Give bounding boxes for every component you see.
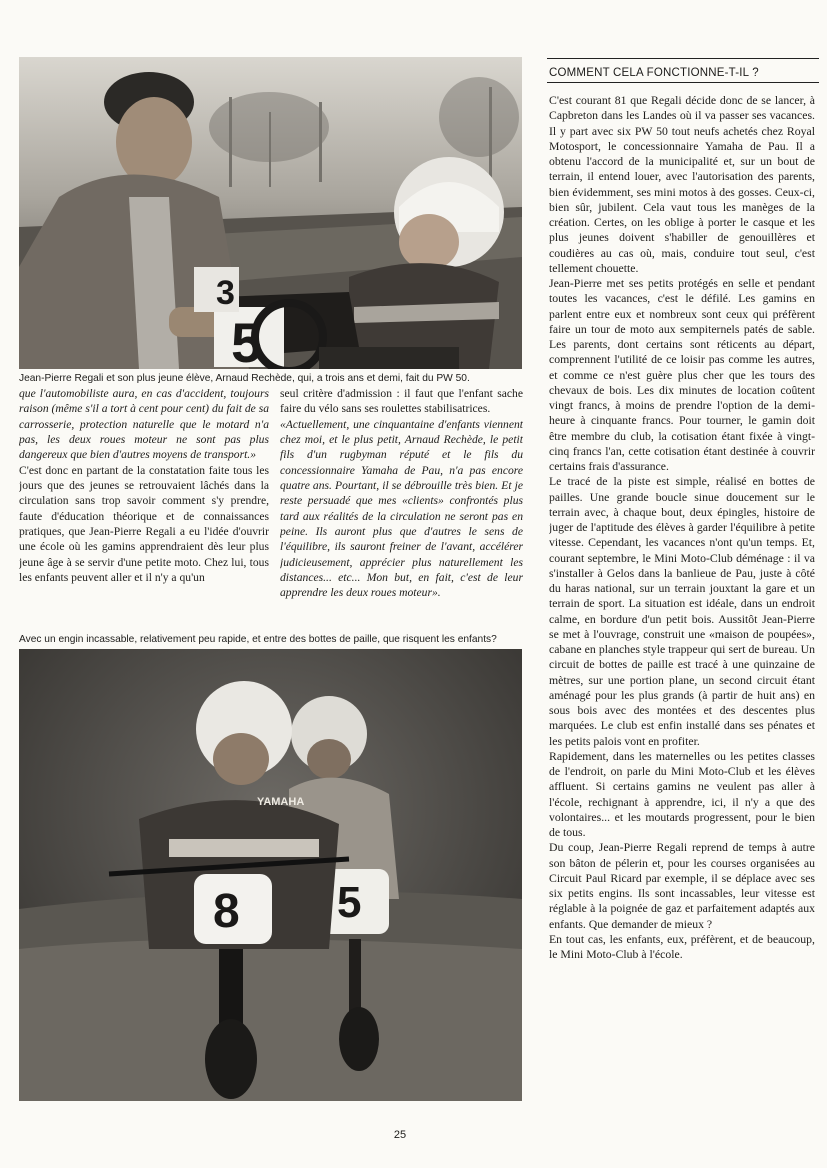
article-column-left <box>19 386 269 626</box>
jacket-logo-text: YAMAHA <box>257 796 305 808</box>
sidebar-heading: COMMENT CELA FONCTIONNE-T-IL ? <box>547 58 819 83</box>
sidebar-paragraph: C'est courant 81 que Regali décide donc de se lancer, à Capbreton dans les Landes où il va passer ses vacances. Il y part avec six PW 50 tout neufs achetés chez Royal Motosport, le concessionnaire Yamaha de Pau. Il a obtenu l'accord de la municipalité et, sur un bout de terrain, il entend louer, avec l'autorisation des parents, bien évidemment, ses mini motos à des gosses. Ceux-ci, bien sûr, jubilent. Cela vaut tous les manèges de la création. Certes, on les oblige à porter le casque et les plus jeunes doivent s'habiller de genouillères et coudières au cas où, mais, conduire tout seul, c'est tellement chouette. <box>549 94 815 275</box>
caption-bottom-photo: Avec un engin incassable, relativement peu rapide, et entre des bottes de paille, que risquent les enfants? <box>19 634 497 645</box>
sidebar-paragraph: Rapidement, dans les maternelles ou les petites classes de l'endroit, on parle du Mini Moto-Club et les élèves affluent. Si certains gamins ne veulent pas aller à l'école, rechignant à apprendre, ici, il n'y a que des volontaires... et les moutards progressent, pour le bien de tous. <box>549 749 815 839</box>
sidebar-paragraph: Jean-Pierre met ses petits protégés en selle et pendant toutes les vacances, c'est le défilé. Les gamins en parlent entre eux et nombreux sont ceux qui préfèrent faire un tour de moto aux sempiternels patés de sable. Les parents, dont certains sont réticents au départ, comprennent l'utilité de ce loisir pas comme les autres, et comme ce n'est guère plus cher que les tours des chevaux de bois. Les dix minutes de location coûtent vingt francs, à moins de prendre l'option de la demi-heure à cinquante francs. Pour tourner, le gamin doit être membre du club, la cotisation étant fixée à vingt-cinq francs l'an, cette cotisation étant destinée à couvrir certains frais d'assurance. <box>549 277 815 473</box>
article-paragraph: seul critère d'admission : il faut que l'enfant sache faire du vélo sans ses roulettes stabilisatrices. <box>280 387 523 416</box>
article-column-middle <box>280 386 523 626</box>
sidebar-paragraph: En tout cas, les enfants, eux, préfèrent, et de beaucoup, le Mini Moto-Club à l'école. <box>549 932 815 961</box>
photo-regali-and-child <box>19 57 522 369</box>
plate-number-5: 5 <box>337 878 362 927</box>
article-paragraph: que l'automobiliste aura, en cas d'accident, toujours raison (même s'il a tort à cent pour cent) du fait de sa carrosserie, protection naturelle que le motard n'a pas, les deux roues moteur ne sont pas plus dangereux que bien d'autres moyens de transport.» <box>19 387 269 462</box>
page-number: 25 <box>393 1129 407 1141</box>
article-paragraph: C'est donc en partant de la constatation faite tous les jours que des jeunes se retrouvaient lâchés dans la circulation sans trop savoir comment s'y prendre, faute d'éducation théorique et de connaissances pratiques, que Jean-Pierre Regali a eu l'idée d'ouvrir une école où les gamins apprendraient dès leur plus jeune âge à se servir d'une petite moto. Chez lui, tous les enfants peuvent aller et il n'y a qu'un <box>19 463 269 585</box>
plate-number-3: 3 <box>216 274 235 312</box>
sidebar-paragraph: Du coup, Jean-Pierre Regali reprend de temps à autre son bâton de pélerin et, pour les courses organisées au Circuit Paul Ricard par exemple, il se déplace avec ses six petits engins. Ils sont incassables, leur vitesse est réglable à la poignée de gaz et parfaitement adaptés aux enfants. Que demander de mieux ? <box>549 841 815 931</box>
sidebar-column <box>549 93 815 1113</box>
photo-children-on-minibikes <box>19 649 522 1101</box>
plate-number-8: 8 <box>213 885 240 938</box>
caption-top-photo: Jean-Pierre Regali et son plus jeune élève, Arnaud Rechède, qui, a trois ans et demi, fait du PW 50. <box>19 373 470 384</box>
plate-number-5: 5 <box>231 311 263 369</box>
sidebar-paragraph: Le tracé de la piste est simple, réalisé en bottes de pailles. Une grande boucle sinue doucement sur le terrain avec, à chaque bout, deux épingles, histoire de juger de l'aptitude des élèves à garder l'équilibre à petite vitesse. Cependant, les vacances n'ont qu'un temps. Et, courant septembre, le Mini Moto-Club déménage : il va s'installer à Gelos dans la banlieue de Pau, juste à côté du haras national, sur un terrain jouxtant la gare et un terrain de sport. La situation est idéale, dans un endroit calme, en bordure d'un petit bois. Aussitôt Jean-Pierre se met à l'ouvrage, construit une «maison de poupées», cabane en planches style trappeur qui sert de bureau. Un circuit de bottes de paille est tracé à une quinzaine de mètres, sur une portion plane, un second circuit étant aménagé pour les plus grands (à partir de huit ans) en sous bois avec des montées et des descentes plus marquées. Le club est enfin installé dans ses pénates et les petits palois vont en profiter. <box>549 475 815 748</box>
article-quote-paragraph: «Actuellement, une cinquantaine d'enfants viennent chez moi, et le plus petit, Arnaud Rechède, le petit fils d'un rugbyman réputé et le fils du concessionnaire Yamaha de Pau, n'a pas encore quatre ans. Pourtant, il se débrouille très bien. Et je reste persuadé que mes «clients» confrontés plus tard aux réalités de la circulation ne seront pas en peine. Ils auront plus que d'autres le sens de l'équilibre, ils sauront freiner de l'avant, accélérer judicieusement, apprécier plus naturellement les distances... etc... Mon but, en fait, c'est de leur apprendre les deux roues moteur». <box>280 417 523 600</box>
